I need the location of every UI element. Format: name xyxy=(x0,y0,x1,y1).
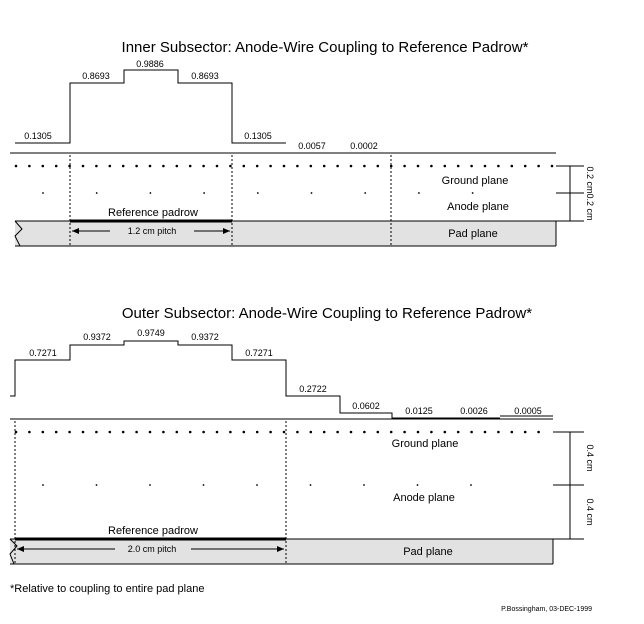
inner-value-1: 0.1305 xyxy=(24,131,52,141)
ground-wire xyxy=(350,165,353,168)
ground-wire xyxy=(390,165,393,168)
inner-padrow-label: Reference padrow xyxy=(108,207,198,219)
ground-wire xyxy=(15,165,18,168)
ground-wire xyxy=(176,165,179,168)
ground-wire xyxy=(551,165,554,168)
outer-ground-wires xyxy=(15,431,540,434)
ground-wire xyxy=(283,165,286,168)
ground-wire xyxy=(497,165,500,168)
ground-wire xyxy=(216,165,219,168)
outer-pad-plane xyxy=(10,539,553,564)
ground-wire xyxy=(470,431,473,434)
ground-wire xyxy=(68,165,71,168)
ground-wire xyxy=(336,165,339,168)
ground-wire xyxy=(363,431,366,434)
ground-wire xyxy=(403,431,406,434)
anode-wire xyxy=(418,192,420,194)
inner-value-3: 0.9886 xyxy=(136,59,164,69)
ground-wire xyxy=(323,165,326,168)
ground-wire xyxy=(310,165,313,168)
ground-wire xyxy=(202,165,205,168)
anode-wire xyxy=(42,484,44,486)
ground-wire xyxy=(484,165,487,168)
ground-wire xyxy=(470,165,473,168)
anode-wire xyxy=(363,484,365,486)
ground-wire xyxy=(511,165,514,168)
anode-wire xyxy=(256,484,258,486)
anode-wire xyxy=(96,484,98,486)
ground-wire xyxy=(162,165,165,168)
outer-value-7: 0.0602 xyxy=(352,401,380,411)
ground-wire xyxy=(430,165,433,168)
outer-value-5: 0.7271 xyxy=(245,348,273,358)
inner-anode-wires xyxy=(42,192,473,194)
ground-wire xyxy=(243,431,246,434)
anode-wire xyxy=(96,192,98,194)
ground-wire xyxy=(135,165,138,168)
anode-wire xyxy=(310,484,312,486)
footnote: *Relative to coupling to entire pad plane xyxy=(10,583,205,595)
outer-pad-label: Pad plane xyxy=(403,546,453,558)
ground-wire xyxy=(82,165,85,168)
ground-wire xyxy=(457,431,460,434)
ground-wire xyxy=(417,431,420,434)
ground-wire xyxy=(229,165,232,168)
ground-wire xyxy=(42,431,45,434)
inner-value-4: 0.8693 xyxy=(191,71,219,81)
ground-wire xyxy=(162,431,165,434)
ground-wire xyxy=(176,431,179,434)
anode-wire xyxy=(311,192,313,194)
outer-value-6: 0.2722 xyxy=(299,384,327,394)
outer-anode-label: Anode plane xyxy=(393,492,455,504)
ground-wire xyxy=(28,165,31,168)
ground-wire xyxy=(109,431,112,434)
ground-wire xyxy=(484,431,487,434)
inner-pad-label: Pad plane xyxy=(448,228,498,240)
outer-ground-label: Ground plane xyxy=(391,438,459,450)
inner-gap-bottom: 0.2 cm xyxy=(585,193,595,221)
ground-wire xyxy=(377,431,380,434)
ground-wire xyxy=(109,165,112,168)
anode-wire xyxy=(42,192,44,194)
inner-value-7: 0.0002 xyxy=(350,141,378,151)
ground-wire xyxy=(256,431,259,434)
ground-wire xyxy=(350,431,353,434)
anode-wire xyxy=(257,192,259,194)
ground-wire xyxy=(122,431,125,434)
ground-wire xyxy=(497,431,500,434)
ground-wire xyxy=(296,165,299,168)
ground-wire xyxy=(524,431,527,434)
ground-wire xyxy=(336,431,339,434)
outer-padrow-label: Reference padrow xyxy=(108,525,198,537)
ground-wire xyxy=(524,165,527,168)
ground-wire xyxy=(42,165,45,168)
outer-pitch-label: 2.0 cm pitch xyxy=(127,544,177,554)
ground-wire xyxy=(444,431,447,434)
anode-wire xyxy=(472,192,474,194)
ground-wire xyxy=(444,165,447,168)
outer-value-1: 0.7271 xyxy=(29,348,57,358)
outer-anode-wires xyxy=(42,484,472,486)
outer-title: Outer Subsector: Anode-Wire Coupling to Reference Padrow* xyxy=(121,305,533,322)
ground-wire xyxy=(537,165,540,168)
ground-wire xyxy=(256,165,259,168)
ground-wire xyxy=(269,165,272,168)
ground-wire xyxy=(511,431,514,434)
ground-wire xyxy=(28,431,31,434)
outer-value-4: 0.9372 xyxy=(191,332,219,342)
ground-wire xyxy=(68,431,71,434)
ground-wire xyxy=(189,165,192,168)
ground-wire xyxy=(202,431,205,434)
anode-wire xyxy=(150,192,152,194)
ground-wire xyxy=(55,431,58,434)
ground-wire xyxy=(149,431,152,434)
inner-ground-label: Ground plane xyxy=(441,175,509,187)
ground-wire xyxy=(15,431,18,434)
ground-wire xyxy=(95,165,98,168)
outer-value-8: 0.0125 xyxy=(405,406,433,416)
inner-anode-label: Anode plane xyxy=(447,201,509,213)
inner-value-5: 0.1305 xyxy=(244,131,272,141)
inner-title: Inner Subsector: Anode-Wire Coupling to Reference Padrow* xyxy=(121,39,529,56)
ground-wire xyxy=(95,431,98,434)
outer-value-10: 0.0005 xyxy=(514,406,542,416)
ground-wire xyxy=(149,165,152,168)
outer-gap-top: 0.4 cm xyxy=(585,444,595,472)
outer-value-3: 0.9749 xyxy=(137,328,165,338)
ground-wire xyxy=(390,431,393,434)
ground-wire xyxy=(135,431,138,434)
ground-wire xyxy=(363,165,366,168)
ground-wire xyxy=(243,165,246,168)
anode-wire xyxy=(417,484,419,486)
inner-value-6: 0.0057 xyxy=(298,141,326,151)
inner-value-2: 0.8693 xyxy=(82,71,110,81)
anode-wire xyxy=(364,192,366,194)
anode-wire xyxy=(203,192,205,194)
ground-wire xyxy=(82,431,85,434)
ground-wire xyxy=(403,165,406,168)
anode-wire xyxy=(203,484,205,486)
outer-gap-bottom: 0.4 cm xyxy=(585,498,595,526)
inner-pitch-label: 1.2 cm pitch xyxy=(127,226,177,236)
credit: P.Bossingham, 03-DEC-1999 xyxy=(501,606,592,613)
ground-wire xyxy=(377,165,380,168)
ground-wire xyxy=(457,165,460,168)
ground-wire xyxy=(296,431,299,434)
outer-value-9: 0.0026 xyxy=(460,406,488,416)
ground-wire xyxy=(310,431,313,434)
ground-wire xyxy=(216,431,219,434)
ground-wire xyxy=(417,165,420,168)
ground-wire xyxy=(430,431,433,434)
ground-wire xyxy=(283,431,286,434)
anode-wire xyxy=(149,484,151,486)
ground-wire xyxy=(55,165,58,168)
outer-value-2: 0.9372 xyxy=(83,332,111,342)
inner-ground-wires xyxy=(15,165,554,168)
ground-wire xyxy=(189,431,192,434)
ground-wire xyxy=(269,431,272,434)
ground-wire xyxy=(537,431,540,434)
ground-wire xyxy=(323,431,326,434)
anode-wire xyxy=(470,484,472,486)
inner-gap-top: 0.2 cm xyxy=(585,166,595,194)
ground-wire xyxy=(229,431,232,434)
ground-wire xyxy=(122,165,125,168)
